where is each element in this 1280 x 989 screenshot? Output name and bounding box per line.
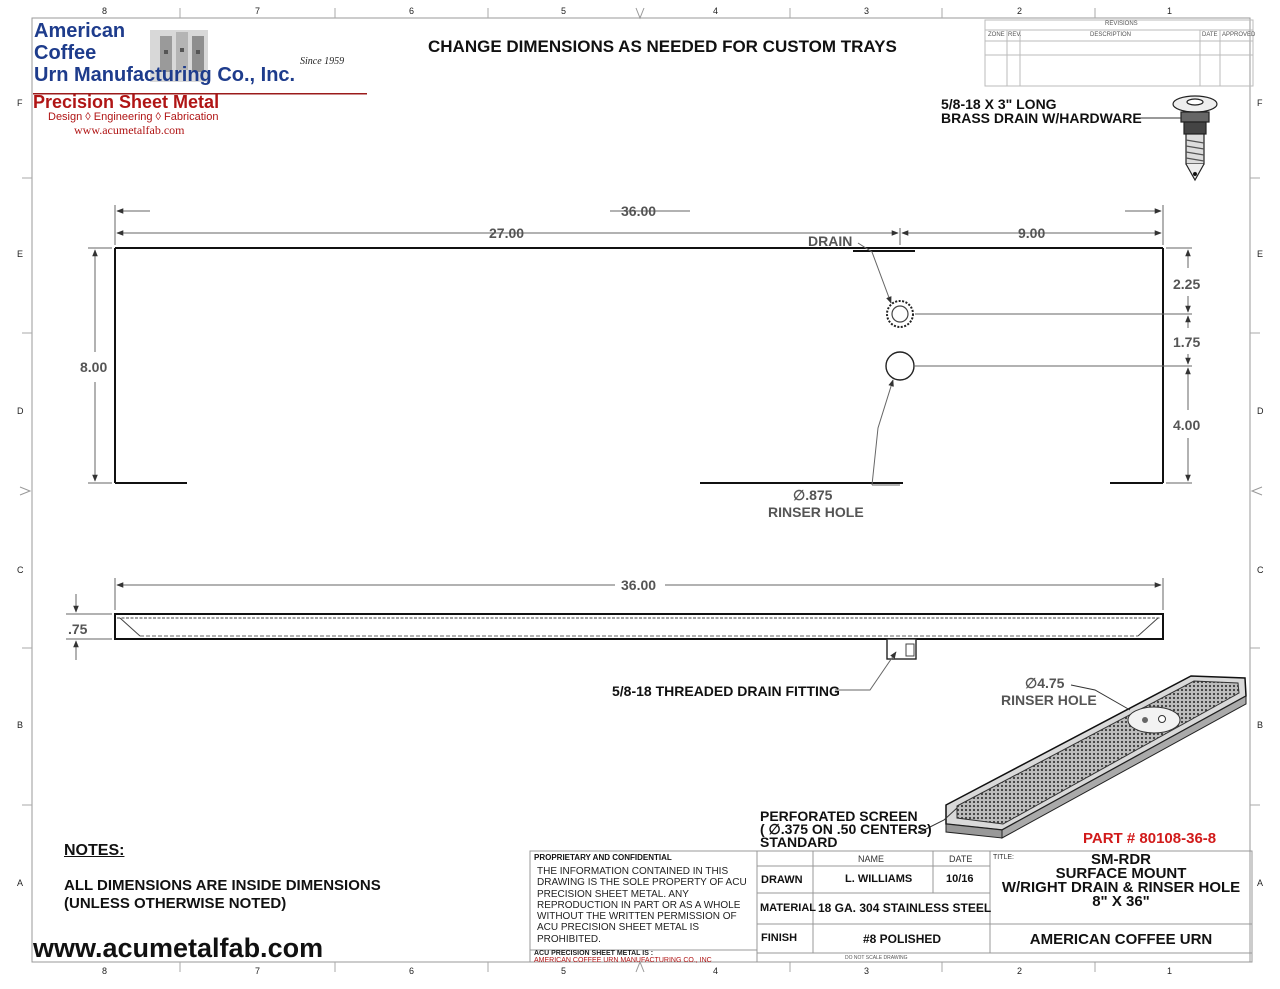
drawn-date: 10/16 bbox=[946, 873, 974, 885]
finish-value: #8 POLISHED bbox=[863, 932, 942, 946]
logo-line-urn: Urn Manufacturing Co., Inc. bbox=[34, 64, 296, 86]
notes-line-1: ALL DIMENSIONS ARE INSIDE DIMENSIONS bbox=[64, 877, 381, 894]
screen-label-3: STANDARD bbox=[760, 834, 838, 850]
brass-drain-icon bbox=[1173, 96, 1217, 180]
drawn-label: DRAWN bbox=[761, 874, 803, 886]
screen-label-1: PERFORATED SCREEN bbox=[760, 808, 918, 824]
row-letter-left: A bbox=[17, 878, 24, 888]
logo-services: Design ◊ Engineering ◊ Fabrication bbox=[48, 111, 219, 123]
brass-drain-label-2: BRASS DRAIN W/HARDWARE bbox=[941, 110, 1142, 126]
col-number-top: 4 bbox=[713, 6, 719, 16]
rev-col-approved: APPROVED bbox=[1222, 32, 1256, 38]
brass-drain-label-1: 5/8-18 X 3" LONG bbox=[941, 96, 1057, 112]
col-number-top: 7 bbox=[255, 6, 261, 16]
dim-height: .75 bbox=[68, 621, 88, 637]
row-letter-right: E bbox=[1257, 249, 1264, 259]
dim-width: 8.00 bbox=[80, 359, 108, 375]
notes-line-2: (UNLESS OTHERWISE NOTED) bbox=[64, 895, 287, 912]
company-name: AMERICAN COFFEE URN bbox=[1029, 931, 1213, 948]
iso-rinser-hole-icon bbox=[1128, 707, 1180, 733]
title-label: TITLE: bbox=[993, 854, 1015, 861]
row-letter-right: A bbox=[1257, 878, 1264, 888]
col-number-top: 6 bbox=[409, 6, 415, 16]
drawn-name: L. WILLIAMS bbox=[845, 873, 913, 885]
date-header: DATE bbox=[949, 854, 973, 864]
notes-title: NOTES: bbox=[64, 842, 125, 859]
col-number-bottom: 4 bbox=[713, 966, 719, 976]
col-number-bottom: 3 bbox=[864, 966, 870, 976]
col-number-top: 5 bbox=[561, 6, 567, 16]
drain-label: DRAIN bbox=[808, 233, 853, 249]
revisions-table bbox=[985, 20, 1256, 86]
row-letter-right: B bbox=[1257, 720, 1264, 730]
dim-top-to-drain: 2.25 bbox=[1173, 276, 1201, 292]
col-number-bottom: 8 bbox=[102, 966, 108, 976]
proprietary-text: THE INFORMATION CONTAINED IN THIS DRAWING IS THE SOLE PROPERTY OF ACU PRECISION SHEET METAL. ANY REPRODUCTION IN PART OR AS A WHOLE WITHOUT THE WRITTEN PERMISSION OF ACU PRECISION SHEET METAL IS PROHIBITED. bbox=[537, 866, 747, 945]
rinser-diameter: ∅.875 bbox=[793, 487, 833, 503]
col-number-bottom: 5 bbox=[561, 966, 567, 976]
screen-label-2: ( ∅.375 ON .50 CENTERS) bbox=[760, 821, 932, 837]
title-block-titles bbox=[992, 853, 1250, 909]
page-title: CHANGE DIMENSIONS AS NEEDED FOR CUSTOM TRAYS bbox=[428, 37, 897, 56]
logo-since: Since 1959 bbox=[300, 56, 345, 67]
dim-overall-length: 36.00 bbox=[621, 203, 657, 219]
row-letter-left: B bbox=[17, 720, 24, 730]
acu-company: AMERICAN COFFEE URN MANUFACTURING CO., INC bbox=[534, 957, 712, 964]
dim-left-to-drain: 27.00 bbox=[489, 225, 525, 241]
col-number-top: 3 bbox=[864, 6, 870, 16]
title-line-1: SM-RDR bbox=[1091, 851, 1151, 868]
col-number-top: 8 bbox=[102, 6, 108, 16]
row-letter-right: C bbox=[1257, 565, 1264, 575]
dim-side-length: 36.00 bbox=[621, 577, 657, 593]
drain-hole-icon bbox=[887, 301, 913, 327]
do-not-scale: DO NOT SCALE DRAWING bbox=[845, 955, 908, 961]
side-dimension-lines bbox=[66, 578, 1163, 690]
row-letter-left: D bbox=[17, 406, 24, 416]
centering-marks bbox=[20, 8, 1262, 972]
logo-line-coffee: Coffee bbox=[34, 42, 97, 64]
row-letter-left: C bbox=[17, 565, 24, 575]
col-number-top: 1 bbox=[1167, 6, 1173, 16]
part-number: PART # 80108-36-8 bbox=[1083, 830, 1217, 847]
row-letter-left: E bbox=[17, 249, 24, 259]
rinser-hole-icon bbox=[886, 352, 914, 380]
dim-rinser-to-bottom: 4.00 bbox=[1173, 417, 1201, 433]
perforated-screen-icon bbox=[957, 681, 1239, 824]
name-header: NAME bbox=[858, 854, 885, 864]
rev-col-date: DATE bbox=[1202, 32, 1218, 38]
row-letter-right: D bbox=[1257, 406, 1264, 416]
rev-col-rev: REV. bbox=[1008, 32, 1022, 38]
dim-drain-to-rinser: 1.75 bbox=[1173, 334, 1201, 350]
proprietary-title: PROPRIETARY AND CONFIDENTIAL bbox=[534, 853, 672, 862]
rinser-hole-label: RINSER HOLE bbox=[768, 504, 864, 520]
material-label: MATERIAL bbox=[760, 902, 817, 914]
row-letter-left: F bbox=[17, 98, 23, 108]
material-value: 18 GA. 304 STAINLESS STEEL bbox=[818, 901, 992, 915]
rev-col-description: DESCRIPTION bbox=[1090, 32, 1132, 38]
logo-tagline: Precision Sheet Metal bbox=[33, 92, 220, 112]
dim-drain-to-right: 9.00 bbox=[1018, 225, 1046, 241]
title-line-4: 8" X 36" bbox=[1092, 893, 1150, 910]
col-number-bottom: 6 bbox=[409, 966, 415, 976]
col-number-bottom: 2 bbox=[1017, 966, 1023, 976]
acu-line: ACU PRECISION SHEET METAL IS : bbox=[534, 950, 654, 957]
side-view bbox=[115, 614, 1163, 659]
iso-rinser-diameter: ∅4.75 bbox=[1025, 675, 1065, 691]
col-number-bottom: 1 bbox=[1167, 966, 1173, 976]
border-ticks bbox=[22, 8, 1260, 972]
col-number-top: 2 bbox=[1017, 6, 1023, 16]
footer-website[interactable]: www.acumetalfab.com bbox=[33, 933, 324, 963]
logo-url[interactable]: www.acumetalfab.com bbox=[74, 123, 185, 137]
title-line-2: SURFACE MOUNT bbox=[1055, 865, 1187, 882]
row-letter-right: F bbox=[1257, 98, 1263, 108]
drain-hole-inner bbox=[892, 306, 908, 322]
title-line-3: W/RIGHT DRAIN & RINSER HOLE bbox=[1001, 879, 1241, 896]
col-number-bottom: 7 bbox=[255, 966, 261, 976]
finish-label: FINISH bbox=[761, 932, 798, 944]
iso-rinser-label: RINSER HOLE bbox=[1001, 692, 1097, 708]
rev-col-zone: ZONE bbox=[988, 32, 1005, 38]
logo-line-american: American bbox=[34, 20, 126, 42]
revisions-title: REVISIONS bbox=[1105, 21, 1138, 27]
threaded-fitting-label: 5/8-18 THREADED DRAIN FITTING bbox=[612, 683, 840, 699]
sheet-border bbox=[32, 18, 1250, 962]
